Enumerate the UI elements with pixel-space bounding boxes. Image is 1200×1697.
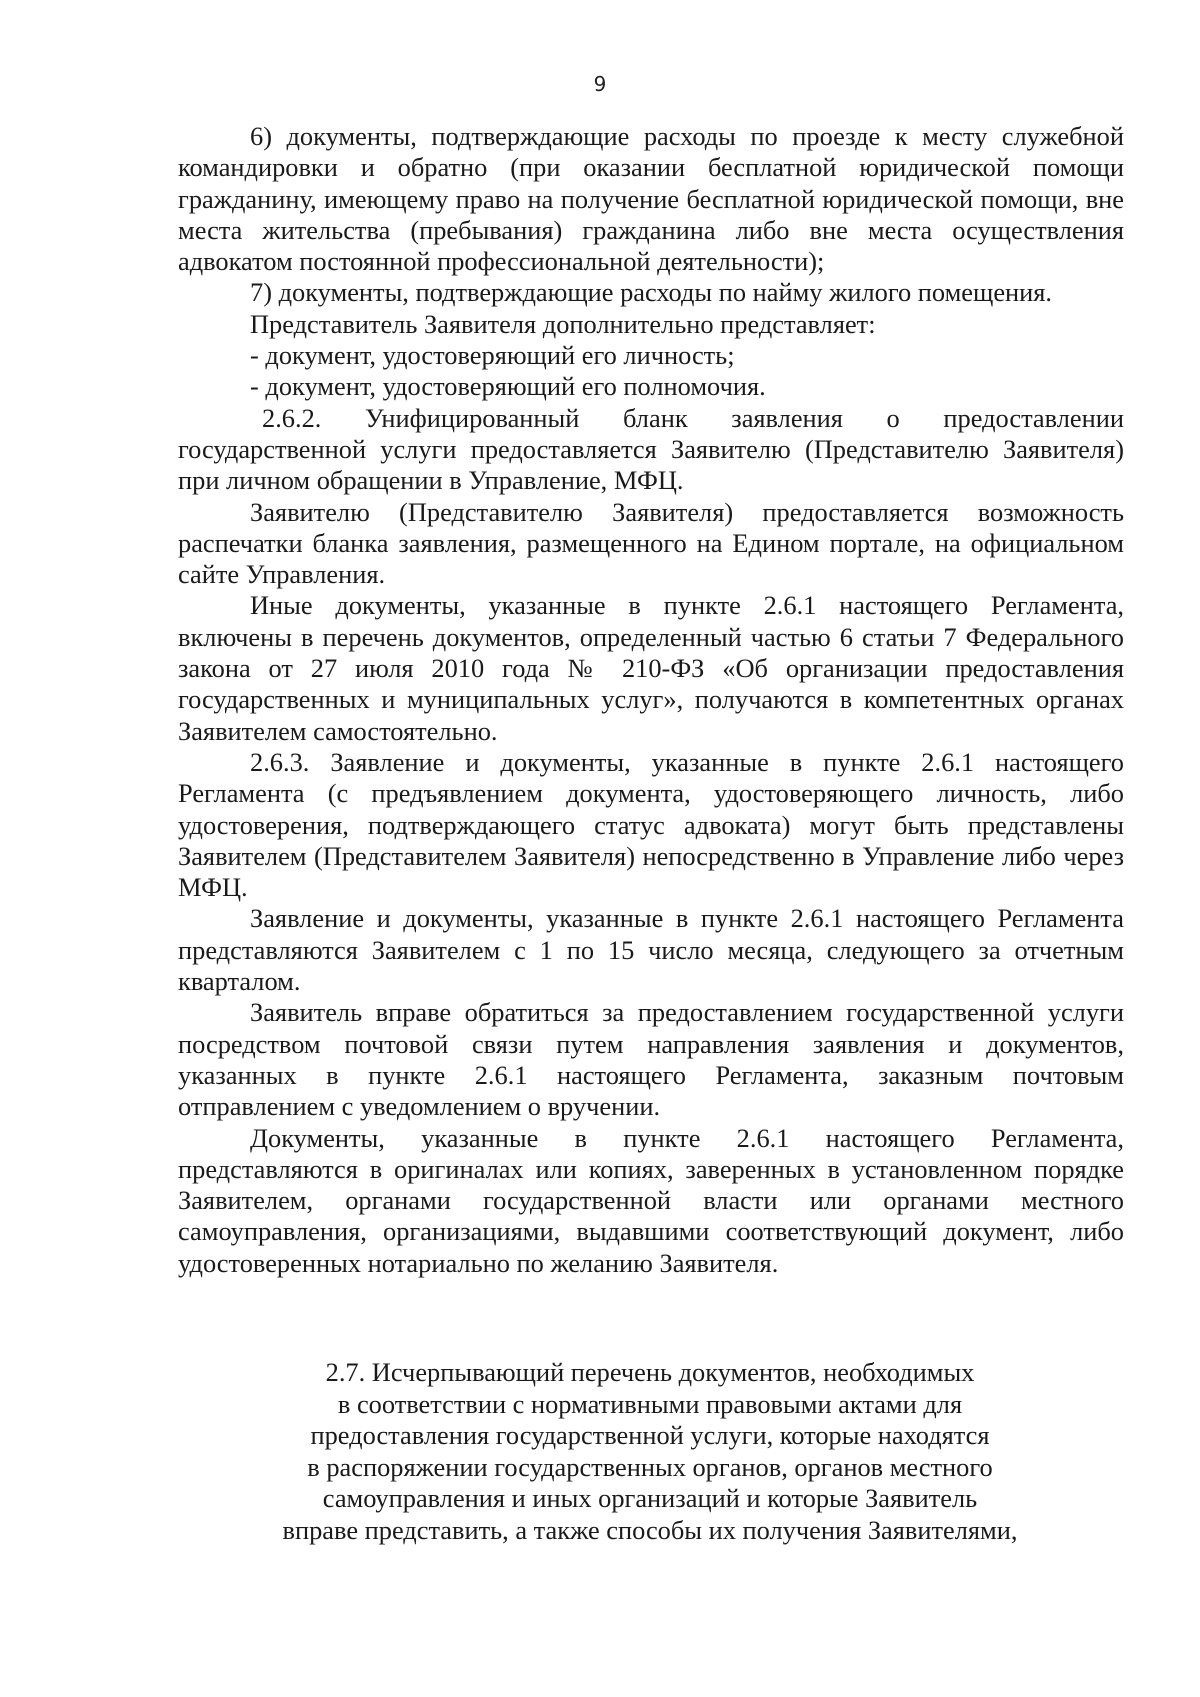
section-heading-2-7	[210, 1357, 1090, 1546]
heading-line: в распоряжении государственных органов, органов местного	[307, 1451, 993, 1482]
paragraph-item-6-travel-expenses: 6) документы, подтверждающие расходы по проезде к месту служебной командировки и обратно (при оказании бесплатной юридической помощи гражданину, имеющему право на получение бесплатной юридической помощи, вне места жительства (пребывания) гражданина либо вне места осуществления адвокатом постоянной профессиональной деятельности);	[178, 121, 1124, 277]
paragraph-2-6-2: 2.6.2. Унифицированный бланк заявления о предоставлении государственной услуги предоставляется Заявителю (Представителю Заявителя) при личном обращении в Управление, МФЦ.	[178, 402, 1124, 496]
heading-line: в соответствии с нормативными правовыми актами для	[337, 1388, 963, 1419]
paragraph-originals-or-copies: Документы, указанные в пункте 2.6.1 настоящего Регламента, представляются в оригиналах или копиях, заверенных в установленном порядке Заявителем, органами государственной власти или органами местного самоуправления, организациями, выдавшими соответствующий документ, либо удостоверенных нотариально по желанию Заявителя.	[178, 1122, 1124, 1278]
page-number: 9	[593, 72, 607, 96]
paragraph-form-printing: Заявителю (Представителю Заявителя) предоставляется возможность распечатки бланка заявления, размещенного на Едином портале, на официальном сайте Управления.	[178, 496, 1124, 590]
paragraph-authority-document: - документ, удостоверяющий его полномочия.	[250, 371, 766, 402]
heading-line: предоставления государственной услуги, которые находятся	[310, 1420, 990, 1450]
heading-line: 2.7. Исчерпывающий перечень документов, необходимых	[325, 1357, 975, 1387]
paragraph-identity-document: - документ, удостоверяющий его личность;	[250, 340, 735, 371]
paragraph-item-7-housing-expenses: 7) документы, подтверждающие расходы по найму жилого помещения.	[250, 277, 1053, 308]
heading-line: самоуправления и иных организаций и которые Заявитель	[322, 1483, 978, 1513]
paragraph-postal-submission: Заявитель вправе обратиться за предоставлением государственной услуги посредством почтовой связи путем направления заявления и документов, указанных в пункте 2.6.1 настоящего Регламента, заказным почтовым отправлением с уведомлением о вручении.	[178, 997, 1124, 1122]
paragraph-representative-intro: Представитель Заявителя дополнительно представляет:	[250, 308, 876, 339]
paragraph-other-documents: Иные документы, указанные в пункте 2.6.1 настоящего Регламента, включены в перечень документов, определенный частью 6 статьи 7 Федерального закона от 27 июля 2010 года № 210-ФЗ «Об организации предоставления государственных и муниципальных услуг», получаются в компетентных органах Заявителем самостоятельно.	[178, 590, 1124, 746]
heading-line: вправе представить, а также способы их получения Заявителями,	[282, 1514, 1018, 1545]
paragraph-2-6-3: 2.6.3. Заявление и документы, указанные в пункте 2.6.1 настоящего Регламента (с предъявлением документа, удостоверяющего личность, либо удостоверения, подтверждающего статус адвоката) могут быть представлены Заявителем (Представителем Заявителя) непосредственно в Управление либо через МФЦ.	[178, 746, 1124, 903]
body-text	[178, 121, 1124, 1279]
paragraph-submission-period: Заявление и документы, указанные в пункте 2.6.1 настоящего Регламента представляются Заявителем с 1 по 15 число месяца, следующего за отчетным кварталом.	[178, 903, 1124, 997]
